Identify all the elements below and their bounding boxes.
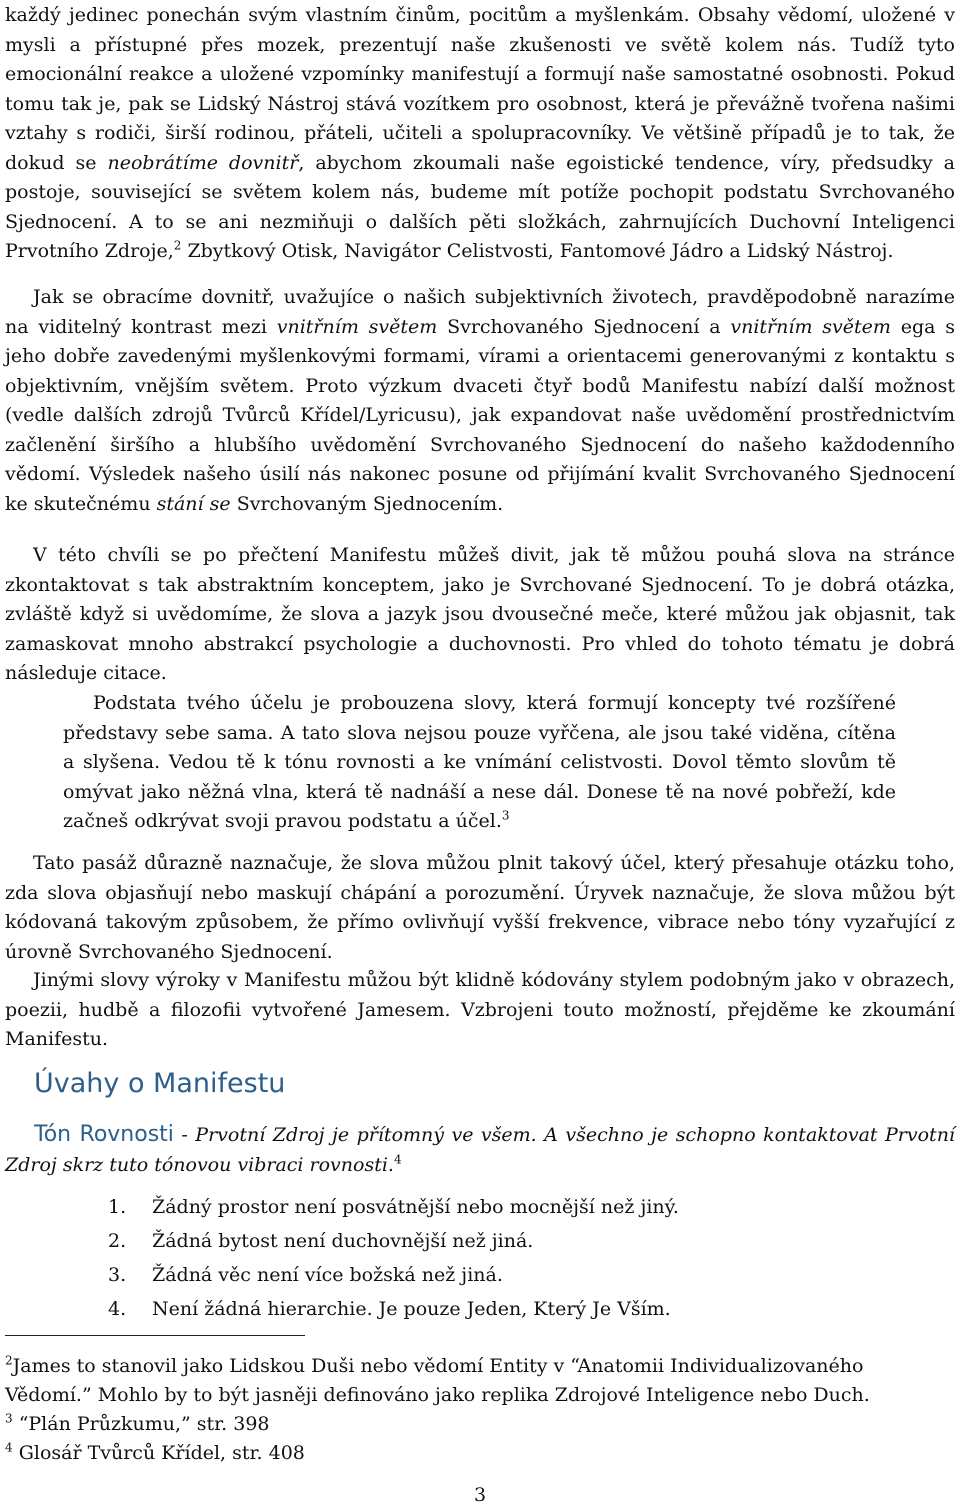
list-item bbox=[108, 1292, 679, 1326]
list-item bbox=[108, 1224, 679, 1258]
paragraph-1-text-c: Zbytkový Otisk, Navigátor Celistvosti, Fantomové Jádro a Lidský Nástroj. bbox=[181, 240, 894, 262]
footnote-3 bbox=[5, 1410, 955, 1439]
footnote-ref-2[interactable]: 2 bbox=[173, 238, 182, 253]
paragraph-1-text-b: , abychom zkoumali naše egoistické tendence, víry, předsudky a postoje, související se světem kolem nás, budeme mít potíže pochopit podstatu Svrchovaného Sjednocení. A to se ani nezmiňuji o dalších pěti složkách, zahrnujících Duchovní Inteligenci Prvotního Zdroje, bbox=[5, 151, 956, 262]
footnote-ref-3[interactable]: 3 bbox=[501, 808, 510, 823]
page-number: 3 bbox=[473, 1484, 487, 1506]
principles-list bbox=[108, 1190, 679, 1326]
tone-text: Prvotní Zdroj je přítomný ve všem. A všechno je schopno kontaktovat Prvotní Zdroj skrz tuto tónovou vibraci rovnosti. bbox=[5, 1124, 956, 1176]
paragraph-1-emphasis: neobrátíme dovnitř bbox=[107, 151, 299, 174]
paragraph-1-text-a: každý jedinec ponechán svým vlastním činům, pocitům a myšlenkám. Obsahy vědomí, uložené v mysli a přístupné přes mozek, prezentují naše zkušenosti ve světě kolem nás. Tudíž tyto emocionální reakce a uložené vzpomínky manifestují a formují naše samostatné osobnosti. Pokud tomu tak je, pak se Lidský Nástroj stává vozítkem pro osobnost, která je převážně tvořena našimi vztahy s rodiči, širší rodinou, přáteli, učiteli a spolupracovníky. Ve většině případů je to tak, že dokud se bbox=[5, 4, 955, 174]
paragraph-2 bbox=[5, 283, 955, 519]
list-item-number: 4. bbox=[108, 1298, 127, 1320]
list-item-number: 1. bbox=[108, 1196, 127, 1218]
list-item-text: Není žádná hierarchie. Je pouze Jeden, Který Je Vším. bbox=[152, 1298, 671, 1320]
footnote-4 bbox=[5, 1439, 955, 1468]
list-item-text: Žádná bytost není duchovnější než jiná. bbox=[152, 1230, 534, 1252]
block-quote bbox=[63, 689, 896, 837]
section-heading: Úvahy o Manifestu bbox=[34, 1068, 286, 1099]
footnote-ref-4[interactable]: 4 bbox=[393, 1152, 402, 1167]
list-item bbox=[108, 1190, 679, 1224]
paragraph-2-emphasis-3: stání se bbox=[156, 492, 231, 515]
footnote-divider bbox=[5, 1335, 305, 1336]
paragraph-2-emphasis-1: vnitřním světem bbox=[276, 315, 438, 338]
list-item-number: 3. bbox=[108, 1264, 127, 1286]
paragraph-2-text-c: ega s jeho dobře zavedenými myšlenkovými formami, vírami a orientacemi generovanými z kontaktu s objektivním, vnějším světem. Proto výzkum dvaceti čtyř bodů Manifestu nabízí další možnost (vedle dalších zdrojů Tvůrců Křídel/Lyricusu), jak expandovat naše uvědomění prostřednictvím začlenění širšího a hlubšího uvědomění Svrchovaného Sjednocení do našeho každodenního vědomí. Výsledek našeho úsilí nás nakonec posune od přijímání kvalit Svrchovaného Sjednocení ke skutečnému bbox=[5, 315, 955, 515]
paragraph-2-emphasis-2: vnitřním světem bbox=[730, 315, 891, 338]
block-quote-text: Podstata tvého účelu je probouzena slovy, která formují koncepty tvé rozšířené představy sebe sama. A tato slova nejsou pouze vyřčena, ale jsou také viděna, cítěna a slyšena. Vedou tě k tónu rovnosti a ke vnímání celistvosti. Dovol těmto slovům tě omývat jako něžná vlna, která tě nadnáší a nese dál. Donese tě na nové pobřeží, kde začneš odkrývat svoji pravou podstatu a účel. bbox=[63, 692, 896, 832]
footnote-mark: 2 bbox=[5, 1353, 13, 1368]
footnote-mark: 4 bbox=[5, 1440, 13, 1455]
footnote-text: James to stanovil jako Lidskou Duši nebo vědomí Entity v “Anatomii Individualizovaného Vědomí.” Mohlo by to být jasněji definováno jako replika Zdrojové Inteligence nebo Duch. bbox=[5, 1355, 870, 1406]
list-item-number: 2. bbox=[108, 1230, 127, 1252]
list-item bbox=[108, 1258, 679, 1292]
list-item-text: Žádný prostor není posvátnější nebo mocnější než jiný. bbox=[152, 1196, 679, 1218]
tone-title: Tón Rovnosti bbox=[34, 1122, 174, 1147]
paragraph-5: Jinými slovy výroky v Manifestu můžou být klidně kódovány stylem podobným jako v obrazech, poezii, hudbě a filozofii vytvořené Jamesem. Vzbrojeni touto možností, přejděme ke zkoumání Manifestu. bbox=[5, 969, 955, 1050]
paragraph-1 bbox=[5, 1, 955, 267]
paragraph-2-text-d: Svrchovaným Sjednocením. bbox=[230, 492, 504, 515]
paragraph-2-text-b: Svrchovaného Sjednocení a bbox=[437, 315, 731, 338]
footnote-text: “Plán Průzkumu,” str. 398 bbox=[18, 1413, 270, 1435]
paragraph-3: V této chvíli se po přečtení Manifestu můžeš divit, jak tě můžou pouhá slova na stránce zkontaktovat s tak abstraktním konceptem, jako je Svrchované Sjednocení. To je dobrá otázka, zvláště když si uvědomíme, že slova a jazyk jsou dvousečné meče, které můžou jak objasnit, tak zamaskovat mnoho abstrakcí psychologie a duchovnosti. Pro vhled do tohoto tématu je dobrá následuje citace. bbox=[5, 544, 955, 684]
tone-paragraph bbox=[5, 1120, 955, 1180]
footnote-2 bbox=[5, 1352, 955, 1410]
paragraph-2-text-a: Jak se obracíme dovnitř, uvažujíce o našich subjektivních životech, pravděpodobně narazíme na viditelný kontrast mezi bbox=[5, 286, 955, 338]
tone-dash: - bbox=[173, 1124, 196, 1146]
footnote-mark: 3 bbox=[5, 1411, 13, 1426]
footnote-text: Glosář Tvůrců Křídel, str. 408 bbox=[18, 1442, 305, 1464]
paragraph-4: Tato pasáž důrazně naznačuje, že slova můžou plnit takový účel, který přesahuje otázku toho, zda slova objasňují nebo maskují chápání a porozumění. Úryvek naznačuje, že slova můžou být kódovaná takovým způsobem, že přímo ovlivňují vyšší frekvence, vibrace nebo tóny vyzařující z úrovně Svrchovaného Sjednocení. bbox=[5, 852, 955, 963]
list-item-text: Žádná věc není více božská než jiná. bbox=[152, 1264, 503, 1286]
